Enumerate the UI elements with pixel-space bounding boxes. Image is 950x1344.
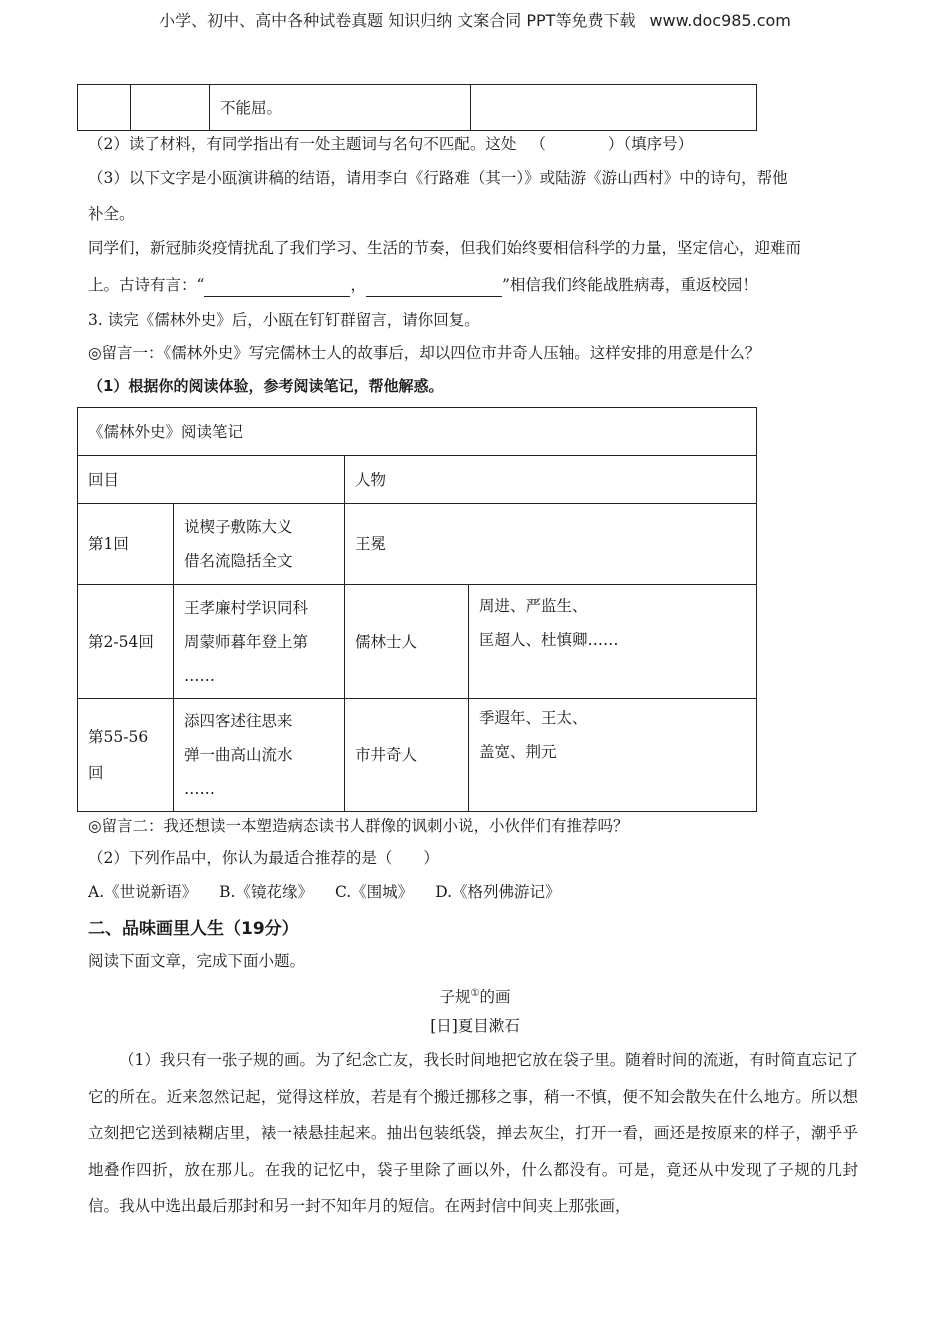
- table-row-2-chapter: 第2-54回: [78, 585, 174, 699]
- section-2-instruction: 阅读下面文章，完成下面小题。: [88, 952, 306, 970]
- article-paragraph-1: （1）我只有一张子规的画。为了纪念亡友，我长时间地把它放在袋子里。随着时间的流逝，有时简直忘记了它的所在。近来忽然记起，觉得这样放，若是有个搬迁挪移之事，稍一不慎，便不知会散失在什么地方。所以想立刻把它送到裱糊店里，裱一裱悬挂起来。抽出包装纸袋，掸去灰尘，打开一看，画还是按原来的样子，潮乎乎地叠作四折，放在那儿。在我的记忆中，袋子里除了画以外，什么都没有。可是，竟还从中发现了子规的几封信。我从中选出最后那封和另一封不知年月的短信。在两封信中间夹上那张画，: [88, 1051, 858, 1215]
- top-table-cell: 不能屈。: [210, 85, 471, 131]
- option-a[interactable]: A.《世说新语》: [88, 883, 198, 901]
- table-head-chapter: 回目: [78, 456, 345, 504]
- table-row-3-type: 市井奇人: [345, 699, 469, 812]
- table-row-2-titles: 王孝廉村学识同科 周蒙师暮年登上第 ……: [174, 585, 345, 699]
- poem-blank-2[interactable]: [366, 296, 502, 297]
- message-2: ◎留言二：我还想读一本塑造病态读书人群像的讽刺小说，小伙伴们有推荐吗？: [88, 817, 629, 835]
- question-2: （2）读了材料，有同学指出有一处主题词与名句不匹配。这处 （ ）（填序号）: [88, 135, 694, 153]
- page-header: [0, 8, 950, 31]
- message-1: ◎留言一：《儒林外史》写完儒林士人的故事后，却以四位市井奇人压轴。这样安排的用意是什么？: [88, 344, 761, 362]
- option-b[interactable]: B.《镜花缘》: [219, 883, 313, 901]
- question-3-line3: 同学们，新冠肺炎疫情扰乱了我们学习、生活的节奏，但我们始终要相信科学的力量，坚定信心，迎难而: [88, 239, 802, 257]
- sub-question-2: （2）下列作品中，你认为最适合推荐的是（ ）: [88, 849, 439, 867]
- table-row-2-type: 儒林士人: [345, 585, 469, 699]
- poem-blank-1[interactable]: [204, 296, 350, 297]
- article-author: [日]夏目漱石: [430, 1017, 520, 1035]
- table-row-1-titles: 说楔子敷陈大义 借名流隐括全文: [174, 504, 345, 585]
- top-table: [77, 84, 757, 131]
- footnote-mark: ①: [470, 988, 480, 999]
- table-head-people: 人物: [345, 456, 757, 504]
- options-row: [88, 880, 561, 904]
- table-row-3-people: 季遐年、王太、 盖宽、荆元: [469, 699, 757, 812]
- question-3-line1: （3）以下文字是小瓯演讲稿的结语，请用李白《行路难（其一）》或陆游《游山西村》中的诗句，帮他: [88, 169, 788, 187]
- table-row-1-chapter: 第1回: [78, 504, 174, 585]
- option-c[interactable]: C.《围城》: [334, 883, 414, 901]
- section-2-title: 二、品味画里人生（19分）: [88, 919, 299, 939]
- table-row-3-chapter: 第55-56回: [78, 699, 174, 812]
- table-title: 《儒林外史》阅读笔记: [78, 408, 757, 456]
- table-row-1-type: 王冕: [345, 504, 757, 585]
- reading-notes-table: [77, 407, 757, 812]
- option-d[interactable]: D.《格列佛游记》: [435, 883, 561, 901]
- header-text: 小学、初中、高中各种试卷真题 知识归纳 文案合同 PPT等免费下载: [159, 11, 636, 30]
- sub-question-1: （1）根据你的阅读体验，参考阅读笔记，帮他解惑。: [88, 377, 444, 395]
- item-3-title: 3. 读完《儒林外史》后，小瓯在钉钉群留言，请你回复。: [88, 311, 480, 329]
- question-3-line2: 补全。: [88, 205, 135, 223]
- answer-blank[interactable]: （ ）: [530, 135, 624, 153]
- article-title: 子规①的画: [439, 988, 511, 1007]
- table-row-3-titles: 添四客述往思来 弹一曲高山流水 ……: [174, 699, 345, 812]
- table-row-2-people: 周进、严监生、 匡超人、杜慎卿……: [469, 585, 757, 699]
- header-url[interactable]: www.doc985.com: [649, 11, 791, 30]
- question-3-line4: 上。古诗有言：“ ， ”相信我们终能战胜病毒，重返校园！: [88, 273, 758, 297]
